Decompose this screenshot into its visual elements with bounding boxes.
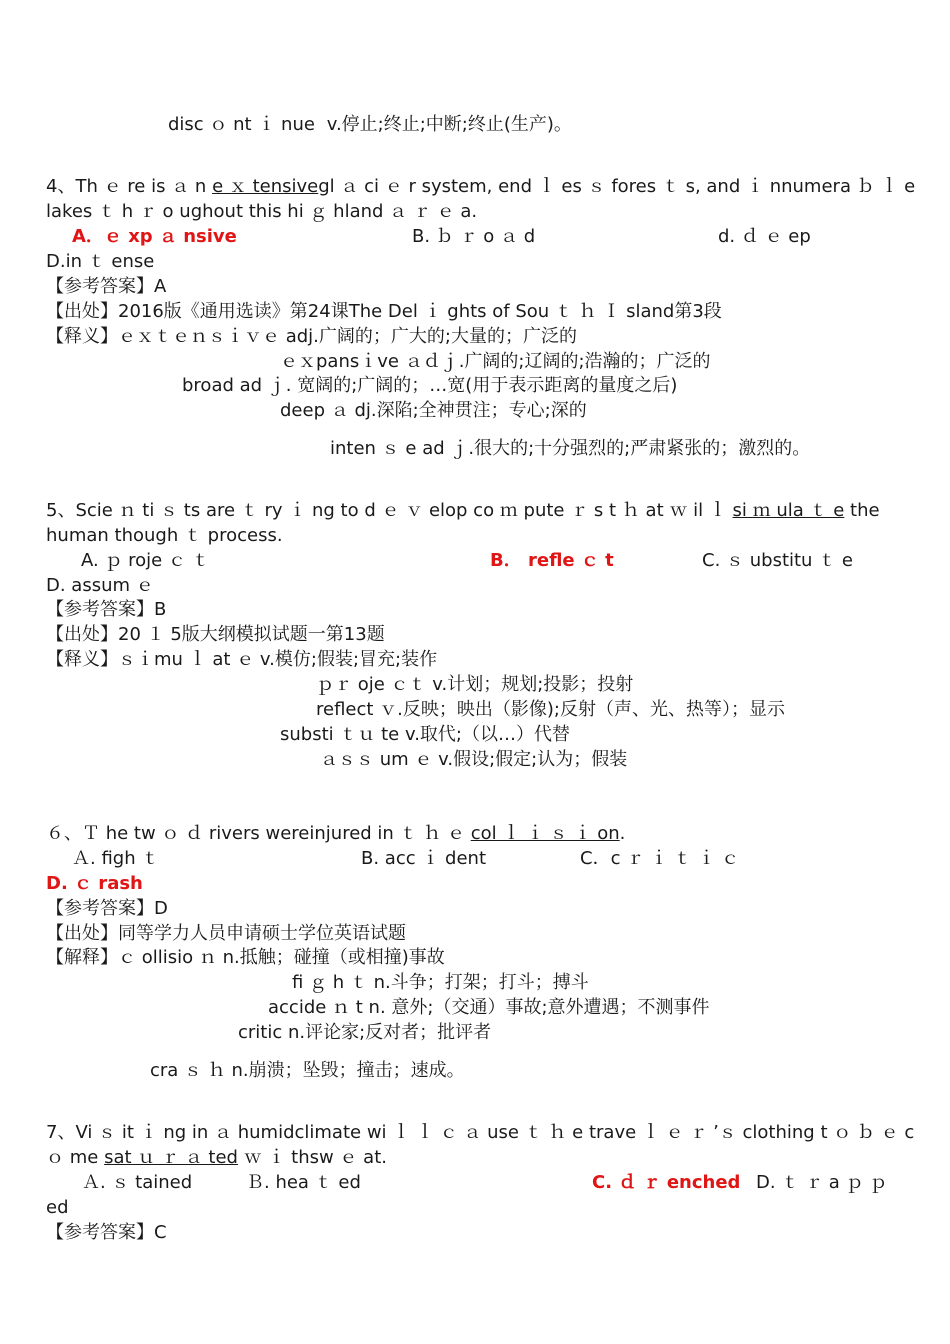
gloss-line: fi ｇ h ｔ n.斗争；打架；打斗；搏斗 xyxy=(292,972,589,993)
gloss-line: accide ｎ t n. 意外;（交通）事故;意外遭遇；不测事件 xyxy=(268,997,710,1018)
option-d: D.in ｔ ense xyxy=(46,251,155,272)
underlined-word: e ｘ tensive xyxy=(212,176,319,197)
answer: 【参考答案】B xyxy=(46,599,167,620)
question-5-stem-line2: human though ｔ process. xyxy=(46,525,283,546)
gloss-line: critic n.评论家;反对者；批评者 xyxy=(238,1022,492,1043)
underlined-word: si ｍ ula ｔ e xyxy=(732,500,845,521)
option-d: D. ｔ ｒ a ｐ ｐ xyxy=(756,1172,888,1193)
stem-text: ｗ ｉ thsw ｅ at. xyxy=(237,1147,387,1168)
vocab-meaning: v.停止;终止;中断;终止(生产)。 xyxy=(326,114,572,135)
gloss-line: broad ad ｊ. 宽阔的;广阔的；…宽(用于表示距离的量度之后) xyxy=(182,375,678,396)
option-d-correct: D. ｃ rash xyxy=(46,873,143,894)
vocab-line-discontinue xyxy=(168,113,572,137)
option-c: C. ｓ ubstitu ｔ e xyxy=(702,550,853,571)
option-c-d: d. ｄ ｅ ep xyxy=(718,226,811,247)
gloss-line: ａｓｓ um ｅ v.假设;假定;认为；假装 xyxy=(320,749,628,770)
underlined-word: col ｌ ｉ ｓ ｉ on xyxy=(470,823,620,844)
option-a: Ａ. ｓ tained xyxy=(82,1172,193,1193)
question-7-stem-line1: 7、Vi ｓ it ｉ ng in ａ humidclimate wi ｌ ｌ ｃ ａ use ｔ ｈ e trave ｌ ｅ ｒ ’ｓ clothing t ｏ ｂ ｅ c xyxy=(46,1122,915,1143)
gloss-line: reflect ｖ.反映；映出（影像);反射（声、光、热等）；显示 xyxy=(316,699,785,720)
option-b-correct: B． refle ｃ t xyxy=(490,550,614,571)
gloss-line: substi ｔｕ te v.取代;（以…）代替 xyxy=(280,724,570,745)
stem-text: the xyxy=(844,500,880,521)
stem-text: 5、Scie ｎ ti ｓ ts are ｔ ry ｉ ng to d ｅ ｖ elop co ｍ pute ｒ s t ｈ at ｗ il ｌ xyxy=(46,500,733,521)
option-a: Ａ. figh ｔ xyxy=(72,848,160,869)
stem-text: gl ａ ci ｅ r system, end ｌ es ｓ fores ｔ s, and ｉ nnumera ｂ ｌ e xyxy=(318,176,916,197)
option-d: D. assum ｅ xyxy=(46,575,154,596)
stem-text: ６、Ｔ he tw ｏ ｄ rivers wereinjured in ｔ ｈ ｅ xyxy=(46,823,471,844)
answer: 【参考答案】C xyxy=(46,1222,167,1243)
underlined-word: sat ｕ ｒ ａ ted xyxy=(104,1147,238,1168)
stem-text: . xyxy=(619,823,626,844)
source: 【出处】同等学力人员申请硕士学位英语试题 xyxy=(46,923,406,944)
option-b: B. acc ｉ dent xyxy=(361,848,487,869)
answer: 【参考答案】D xyxy=(46,898,168,919)
question-6-stem-line1 xyxy=(46,822,625,846)
option-c-correct: C. ｄ ｒ enched xyxy=(592,1172,741,1193)
gloss-line: 【解释】ｃ ollisio ｎ n.抵触；碰撞（或相撞)事故 xyxy=(46,947,445,968)
option-a: A. ｐ roje ｃ ｔ xyxy=(81,550,210,571)
source: 【出处】2016版《通用选读》第24课The Del ｉ ghts of Sou ｔ ｈ Ｉ sland第3段 xyxy=(46,301,722,322)
vocab-word: disc ｏ nt ｉ nue xyxy=(168,114,315,135)
option-a-correct: A．ｅ xp ａ nsive xyxy=(72,226,237,247)
gloss-line: ｐｒ oje ｃｔ v.计划；规划;投影；投射 xyxy=(316,674,634,695)
question-4-stem-line2: lakes ｔ h ｒ o ughout this hi ｇ hland ａ ｒ ｅ a. xyxy=(46,201,478,222)
gloss-line: 【释义】ｅｘｔｅｎｓｉｖｅ adj.广阔的；广大的;大量的；广泛的 xyxy=(46,326,577,347)
question-4-stem-line1 xyxy=(46,175,915,199)
option-b: B. ｂ ｒ o ａ d xyxy=(412,226,536,247)
gloss-line: 【释义】ｓｉmu ｌ at ｅ v.模仿;假装;冒充;装作 xyxy=(46,649,438,670)
option-b: Ｂ. hea ｔ ed xyxy=(246,1172,361,1193)
gloss-line: deep ａ dj.深陷;全神贯注；专心;深的 xyxy=(280,400,587,421)
gloss-line: inten ｓ e ad ｊ.很大的;十分强烈的;严肃紧张的；激烈的。 xyxy=(330,438,811,459)
gloss-line: cra ｓ ｈ n.崩溃；坠毁；撞击；速成。 xyxy=(150,1060,465,1081)
question-7-stem-line2 xyxy=(46,1146,387,1170)
question-5-stem-line1 xyxy=(46,499,880,523)
option-c: C．c ｒ ｉ ｔ ｉ ｃ xyxy=(580,848,740,869)
option-d-cont: ed xyxy=(46,1197,69,1218)
source: 【出处】20 １ 5版大纲模拟试题一第13题 xyxy=(46,624,385,645)
stem-text: 4、Th ｅ re is ａ n xyxy=(46,176,213,197)
gloss-line: ｅｘpansｉve ａｄｊ.广阔的;辽阔的;浩瀚的；广泛的 xyxy=(280,351,711,372)
stem-text: ｏ me xyxy=(46,1147,105,1168)
answer: 【参考答案】A xyxy=(46,276,167,297)
